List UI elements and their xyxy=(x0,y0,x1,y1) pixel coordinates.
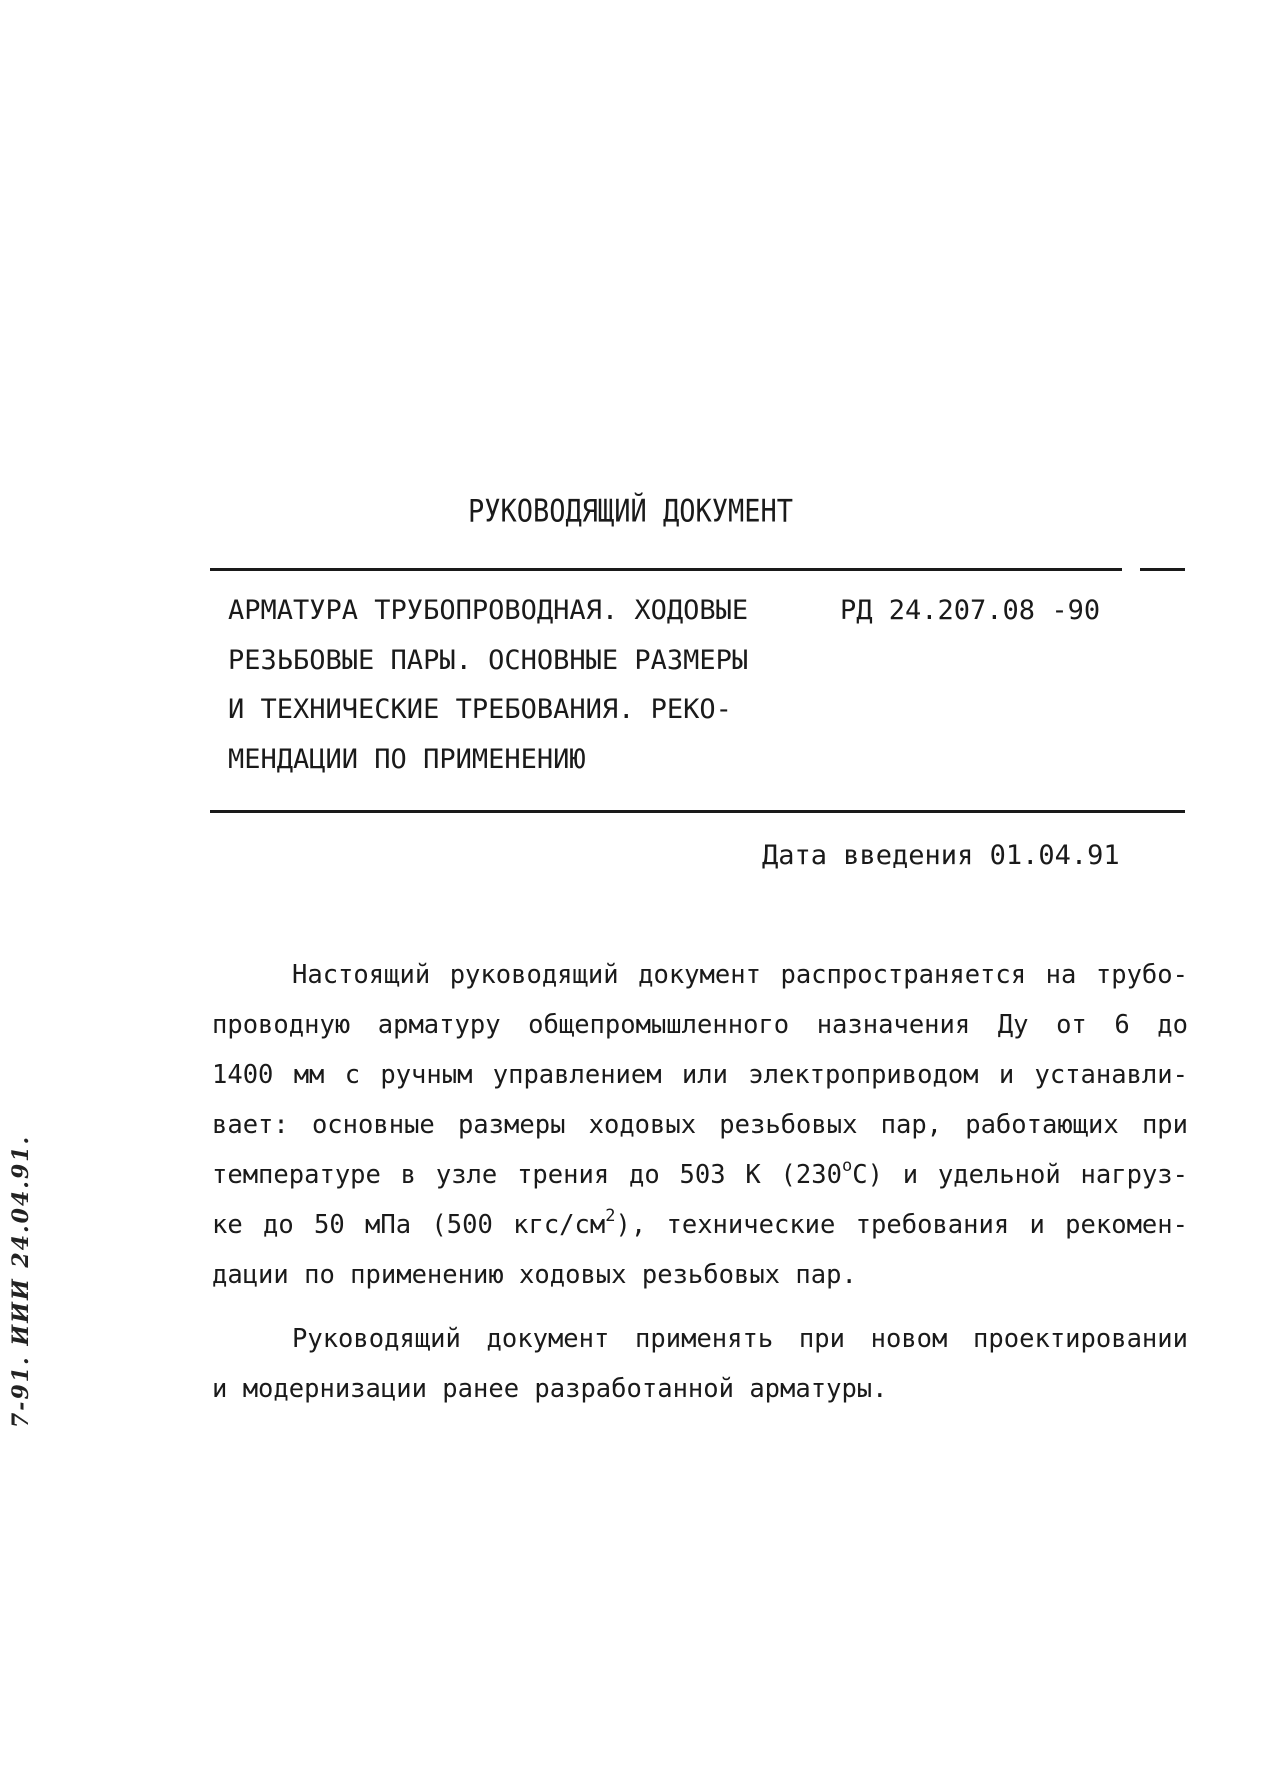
top-rule-tail xyxy=(1140,568,1185,571)
load-text-end: ), технические требования и рекомен- xyxy=(615,1210,1188,1240)
paragraph-1-line: дации по применению ходовых резьбовых пар. xyxy=(212,1260,857,1290)
paragraph-2-line: и модернизации ранее разработанной арматуры. xyxy=(212,1374,888,1404)
paragraph-1-line xyxy=(212,1150,1188,1200)
paragraph-1-line xyxy=(212,1200,1188,1250)
bottom-rule xyxy=(210,810,1185,813)
document-code: РД 24.207.08 -90 xyxy=(840,595,1101,626)
paragraph-1-line: Настоящий руководящий документ распространяется на трубо- xyxy=(292,960,1188,990)
body-text xyxy=(212,950,1188,1414)
load-text: ке до 50 мПа (500 кгс/см xyxy=(212,1210,606,1240)
temperature-text: температуре в узле трения до 503 К (230 xyxy=(212,1160,842,1190)
title-line: И ТЕХНИЧЕСКИЕ ТРЕБОВАНИЯ. РЕКО- xyxy=(228,694,732,725)
paragraph-1-line: проводную арматуру общепромышленного назначения Ду от 6 до xyxy=(212,1010,1188,1040)
handwritten-margin-note: 7-91. ИИИ 24.04.91. xyxy=(8,1134,34,1428)
top-rule xyxy=(210,568,1122,571)
document-type-heading: РУКОВОДЯЩИЙ ДОКУМЕНТ xyxy=(467,493,794,530)
introduction-date: Дата введения 01.04.91 xyxy=(762,840,1120,871)
paragraph-1-line: 1400 мм с ручным управлением или электроприводом и устанавли- xyxy=(212,1060,1188,1090)
title-line: АРМАТУРА ТРУБОПРОВОДНАЯ. ХОДОВЫЕ xyxy=(228,595,749,626)
degree-superscript: о xyxy=(841,1156,853,1176)
paragraph-1-line: вает: основные размеры ходовых резьбовых пар, работающих при xyxy=(212,1110,1188,1140)
title-line: РЕЗЬБОВЫЕ ПАРЫ. ОСНОВНЫЕ РАЗМЕРЫ xyxy=(228,644,749,676)
square-superscript: 2 xyxy=(605,1206,616,1226)
paragraph-2-line: Руководящий документ применять при новом проектировании xyxy=(292,1324,1188,1354)
document-title xyxy=(228,586,768,784)
title-line: МЕНДАЦИИ ПО ПРИМЕНЕНИЮ xyxy=(228,743,586,775)
temperature-text-end: С) и удельной нагруз- xyxy=(852,1160,1188,1190)
